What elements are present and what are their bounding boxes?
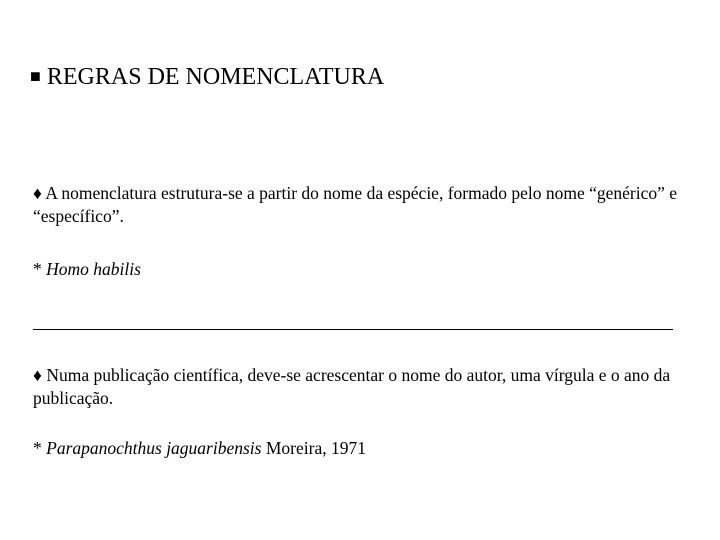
asterisk-marker: * — [33, 438, 42, 458]
page-title-text: REGRAS DE NOMENCLATURA — [46, 64, 385, 90]
paragraph-publication-text: Numa publicação científica, deve-se acrescentar o nome do autor, uma vírgula e o ano da publicação. — [33, 365, 671, 408]
author-year: Moreira, 1971 — [265, 438, 366, 458]
horizontal-divider — [33, 329, 673, 330]
paragraph-nomenclature-text: A nomenclatura estrutura-se a partir do nome da espécie, formado pelo nome “genérico” e “específico”. — [33, 183, 678, 226]
diamond-bullet-icon: ♦ — [33, 183, 42, 203]
example-parapanochthus — [33, 437, 688, 460]
asterisk-marker: * — [33, 259, 42, 279]
example-homo-habilis — [33, 258, 688, 281]
page-title — [30, 60, 384, 93]
diamond-bullet-icon: ♦ — [33, 365, 42, 385]
species-name: Parapanochthus jaguaribensis — [46, 438, 262, 458]
paragraph-publication — [33, 364, 688, 410]
species-name: Homo habilis — [46, 259, 141, 279]
paragraph-nomenclature — [33, 182, 688, 228]
square-bullet-icon: ■ — [30, 66, 41, 86]
